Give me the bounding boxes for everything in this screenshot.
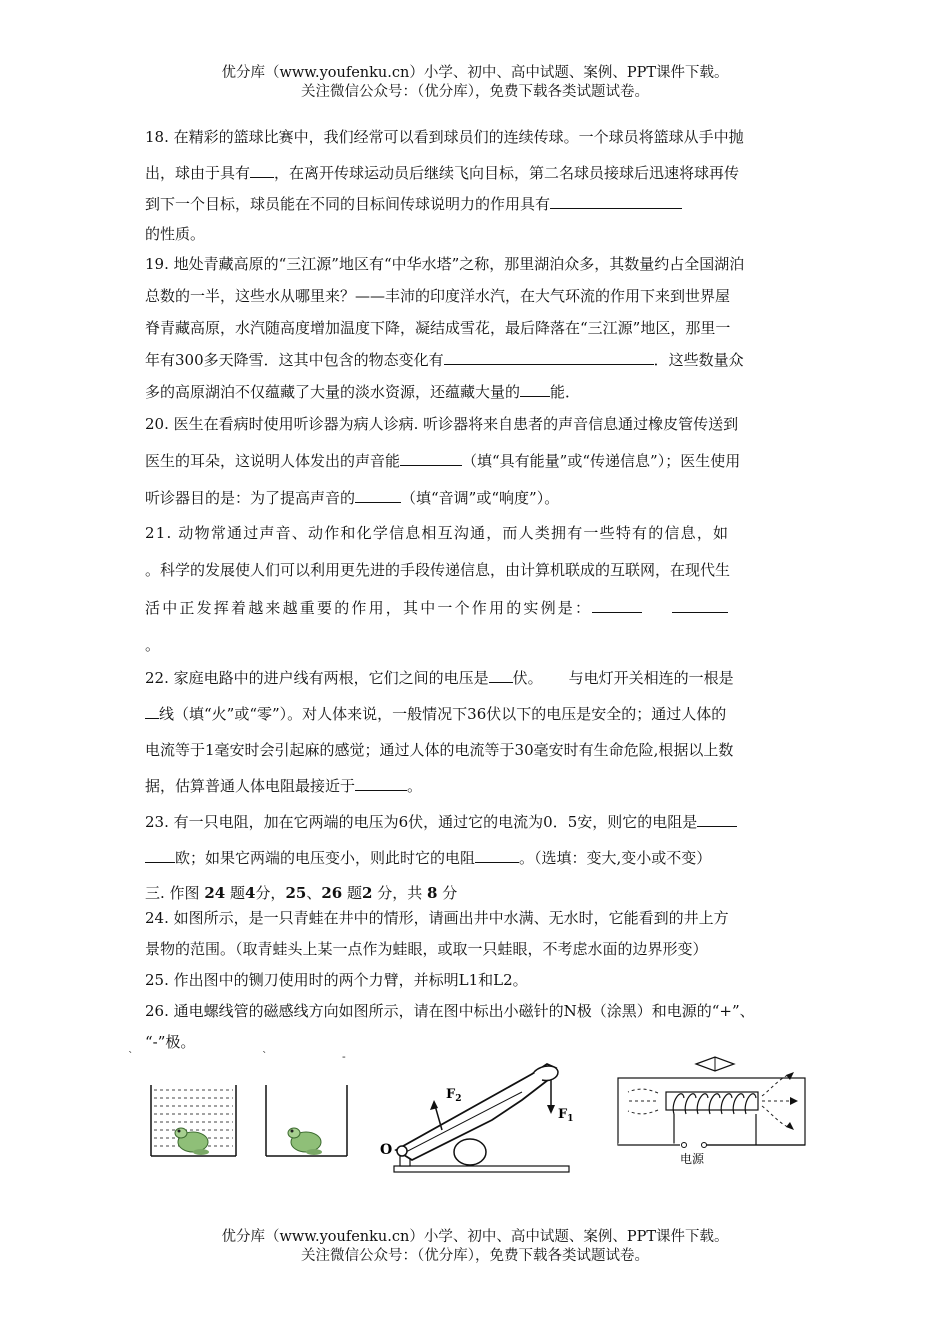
q23-blank-1b[interactable] bbox=[145, 848, 175, 863]
svg-text:`: ` bbox=[128, 1050, 134, 1063]
q19-line-2: 总数的一半，这些水从哪里来？——丰沛的印度洋水汽，在大气环流的作用下来到世界屋 bbox=[145, 287, 731, 305]
page-header bbox=[0, 64, 950, 102]
q18-line-2: 出，球由于具有 ，在离开传球运动员后继续飞向目标，第二名球员接球后迅速将球再传 bbox=[145, 164, 740, 182]
q19-blank-1[interactable] bbox=[444, 350, 654, 365]
q20-line-1: 20. 医生在看病时使用听诊器为病人诊病. 听诊器将来自患者的声音信息通过橡皮管传送到 bbox=[145, 415, 739, 433]
q26-line-2: “-”极。 bbox=[145, 1033, 196, 1051]
solenoid-figure bbox=[608, 1048, 838, 1173]
footer-line-2: 关注微信公众号：（优分库），免费下载各类试题试卷。 bbox=[301, 1248, 649, 1264]
q26-line-1: 26. 通电螺线管的磁感线方向如图所示，请在图中标出小磁针的N极（涂黑）和电源的“+”、 bbox=[145, 1002, 755, 1020]
q22-blank-3[interactable] bbox=[355, 776, 407, 791]
q22-line-4: 据，估算普通人体电阻最接近于 。 bbox=[145, 777, 423, 795]
q21-line-2: 。科学的发展使人们可以利用更先进的手段传递信息，由计算机联成的互联网，在现代生 bbox=[145, 561, 731, 579]
q21-line-4: 。 bbox=[145, 636, 161, 654]
power-source-label: 电源 bbox=[680, 1152, 705, 1166]
q18-blank-2[interactable] bbox=[550, 194, 682, 209]
q23-blank-1[interactable] bbox=[697, 812, 737, 827]
q25-line-1: 25. 作出图中的铡刀使用时的两个力臂，并标明L1和L2。 bbox=[145, 971, 528, 989]
q21-line-3: 活中正发挥着越来越重要的作用，其中一个作用的实例是： bbox=[145, 597, 810, 618]
page-footer bbox=[0, 1228, 950, 1266]
label-f2: $F_2$ bbox=[446, 1087, 462, 1104]
q22-line-1: 22. 家庭电路中的进户线有两根，它们之间的电压是 伏。 与电灯开关相连的一根是 bbox=[145, 669, 734, 687]
q19-line-3: 脊青藏高原，水汽随高度增加温度下降，凝结成雪花，最后降落在“三江源”地区，那里一 bbox=[145, 319, 731, 337]
q22-blank-2[interactable] bbox=[145, 704, 159, 719]
section-3-heading: 三. 作图 24 题4分，25、26 题2 分，共 8 分 bbox=[145, 884, 458, 902]
q23-line-2: 欧；如果它两端的电压变小，则此时它的电阻 。（选填：变大,变小或不变） bbox=[145, 847, 810, 868]
q20-line-3: 听诊器目的是：为了提高声音的 （填“音调”或“响度”）。 bbox=[145, 489, 560, 507]
q19-line-4: 年有300多天降雪．这其中包含的物态变化有 ．这些数量众 bbox=[145, 351, 744, 369]
header-line-2: 关注微信公众号：（优分库），免费下载各类试题试卷。 bbox=[301, 84, 649, 100]
q22-blank-1[interactable] bbox=[489, 668, 513, 683]
q20-blank-2[interactable] bbox=[355, 488, 401, 503]
terminal-right bbox=[702, 1143, 707, 1148]
cutter-object bbox=[454, 1139, 486, 1165]
footer-line-1: 优分库（www.youfenku.cn）小学、初中、高中试题、案例、PPT课件下载。 bbox=[221, 1229, 729, 1245]
fulcrum-o bbox=[397, 1146, 407, 1156]
q21-line-1: 21. 动物常通过声音、动作和化学信息相互沟通，而人类拥有一些特有的信息，如 bbox=[145, 524, 730, 542]
q19-line-1: 19. 地处青藏高原的“三江源”地区有“中华水塔”之称，那里湖泊众多，其数量约占全国湖泊 bbox=[145, 255, 745, 273]
well-empty-figure bbox=[258, 1050, 358, 1165]
q21-blank-2[interactable] bbox=[672, 598, 728, 613]
q18-line-1: 18. 在精彩的篮球比赛中，我们经常可以看到球员们的连续传球。一个球员将篮球从手中抛 bbox=[145, 128, 744, 146]
label-f1: $F_1$ bbox=[558, 1107, 574, 1124]
q23-blank-2[interactable] bbox=[475, 848, 519, 863]
header-line-1: 优分库（www.youfenku.cn）小学、初中、高中试题、案例、PPT课件下载。 bbox=[221, 65, 729, 81]
label-o: O bbox=[380, 1142, 393, 1158]
well-full-figure bbox=[126, 1050, 246, 1165]
q18-line-3: 到下一个目标，球员能在不同的目标间传球说明力的作用具有 bbox=[145, 193, 810, 214]
q18-blank-1[interactable] bbox=[250, 163, 274, 178]
svg-text:`: ` bbox=[262, 1050, 268, 1063]
frog-icon bbox=[175, 1128, 209, 1155]
q23-line-1: 23. 有一只电阻，加在它两端的电压为6伏，通过它的电流为0．5安，则它的电阻是 bbox=[145, 811, 810, 832]
terminal-left bbox=[682, 1143, 687, 1148]
q22-line-2: 线（填“火”或“零”）。对人体来说，一般情况下36伏以下的电压是安全的；通过人体的 bbox=[145, 703, 810, 724]
q21-blank-1[interactable] bbox=[592, 598, 642, 613]
q22-line-3: 电流等于1毫安时会引起麻的感觉；通过人体的电流等于30毫安时有生命危险,根据以上数 bbox=[145, 741, 734, 759]
frog-icon bbox=[288, 1128, 322, 1155]
q20-blank-1[interactable] bbox=[400, 451, 462, 466]
q19-blank-2[interactable] bbox=[520, 382, 550, 397]
cutter-figure bbox=[372, 1050, 572, 1175]
q20-line-2: 医生的耳朵，这说明人体发出的声音能 （填“具有能量”或“传递信息”）；医生使用 bbox=[145, 452, 741, 470]
q19-line-5: 多的高原湖泊不仅蕴藏了大量的淡水资源，还蕴藏大量的 能． bbox=[145, 383, 581, 401]
q24-line-2: 景物的范围。（取青蛙头上某一点作为蛙眼，或取一只蛙眼，不考虑水面的边界形变） bbox=[145, 940, 708, 958]
svg-text:-: - bbox=[342, 1050, 346, 1063]
q24-line-1: 24. 如图所示，是一只青蛙在井中的情形，请画出井中水满、无水时，它能看到的井上方 bbox=[145, 909, 729, 927]
q18-line-4: 的性质。 bbox=[145, 225, 206, 243]
